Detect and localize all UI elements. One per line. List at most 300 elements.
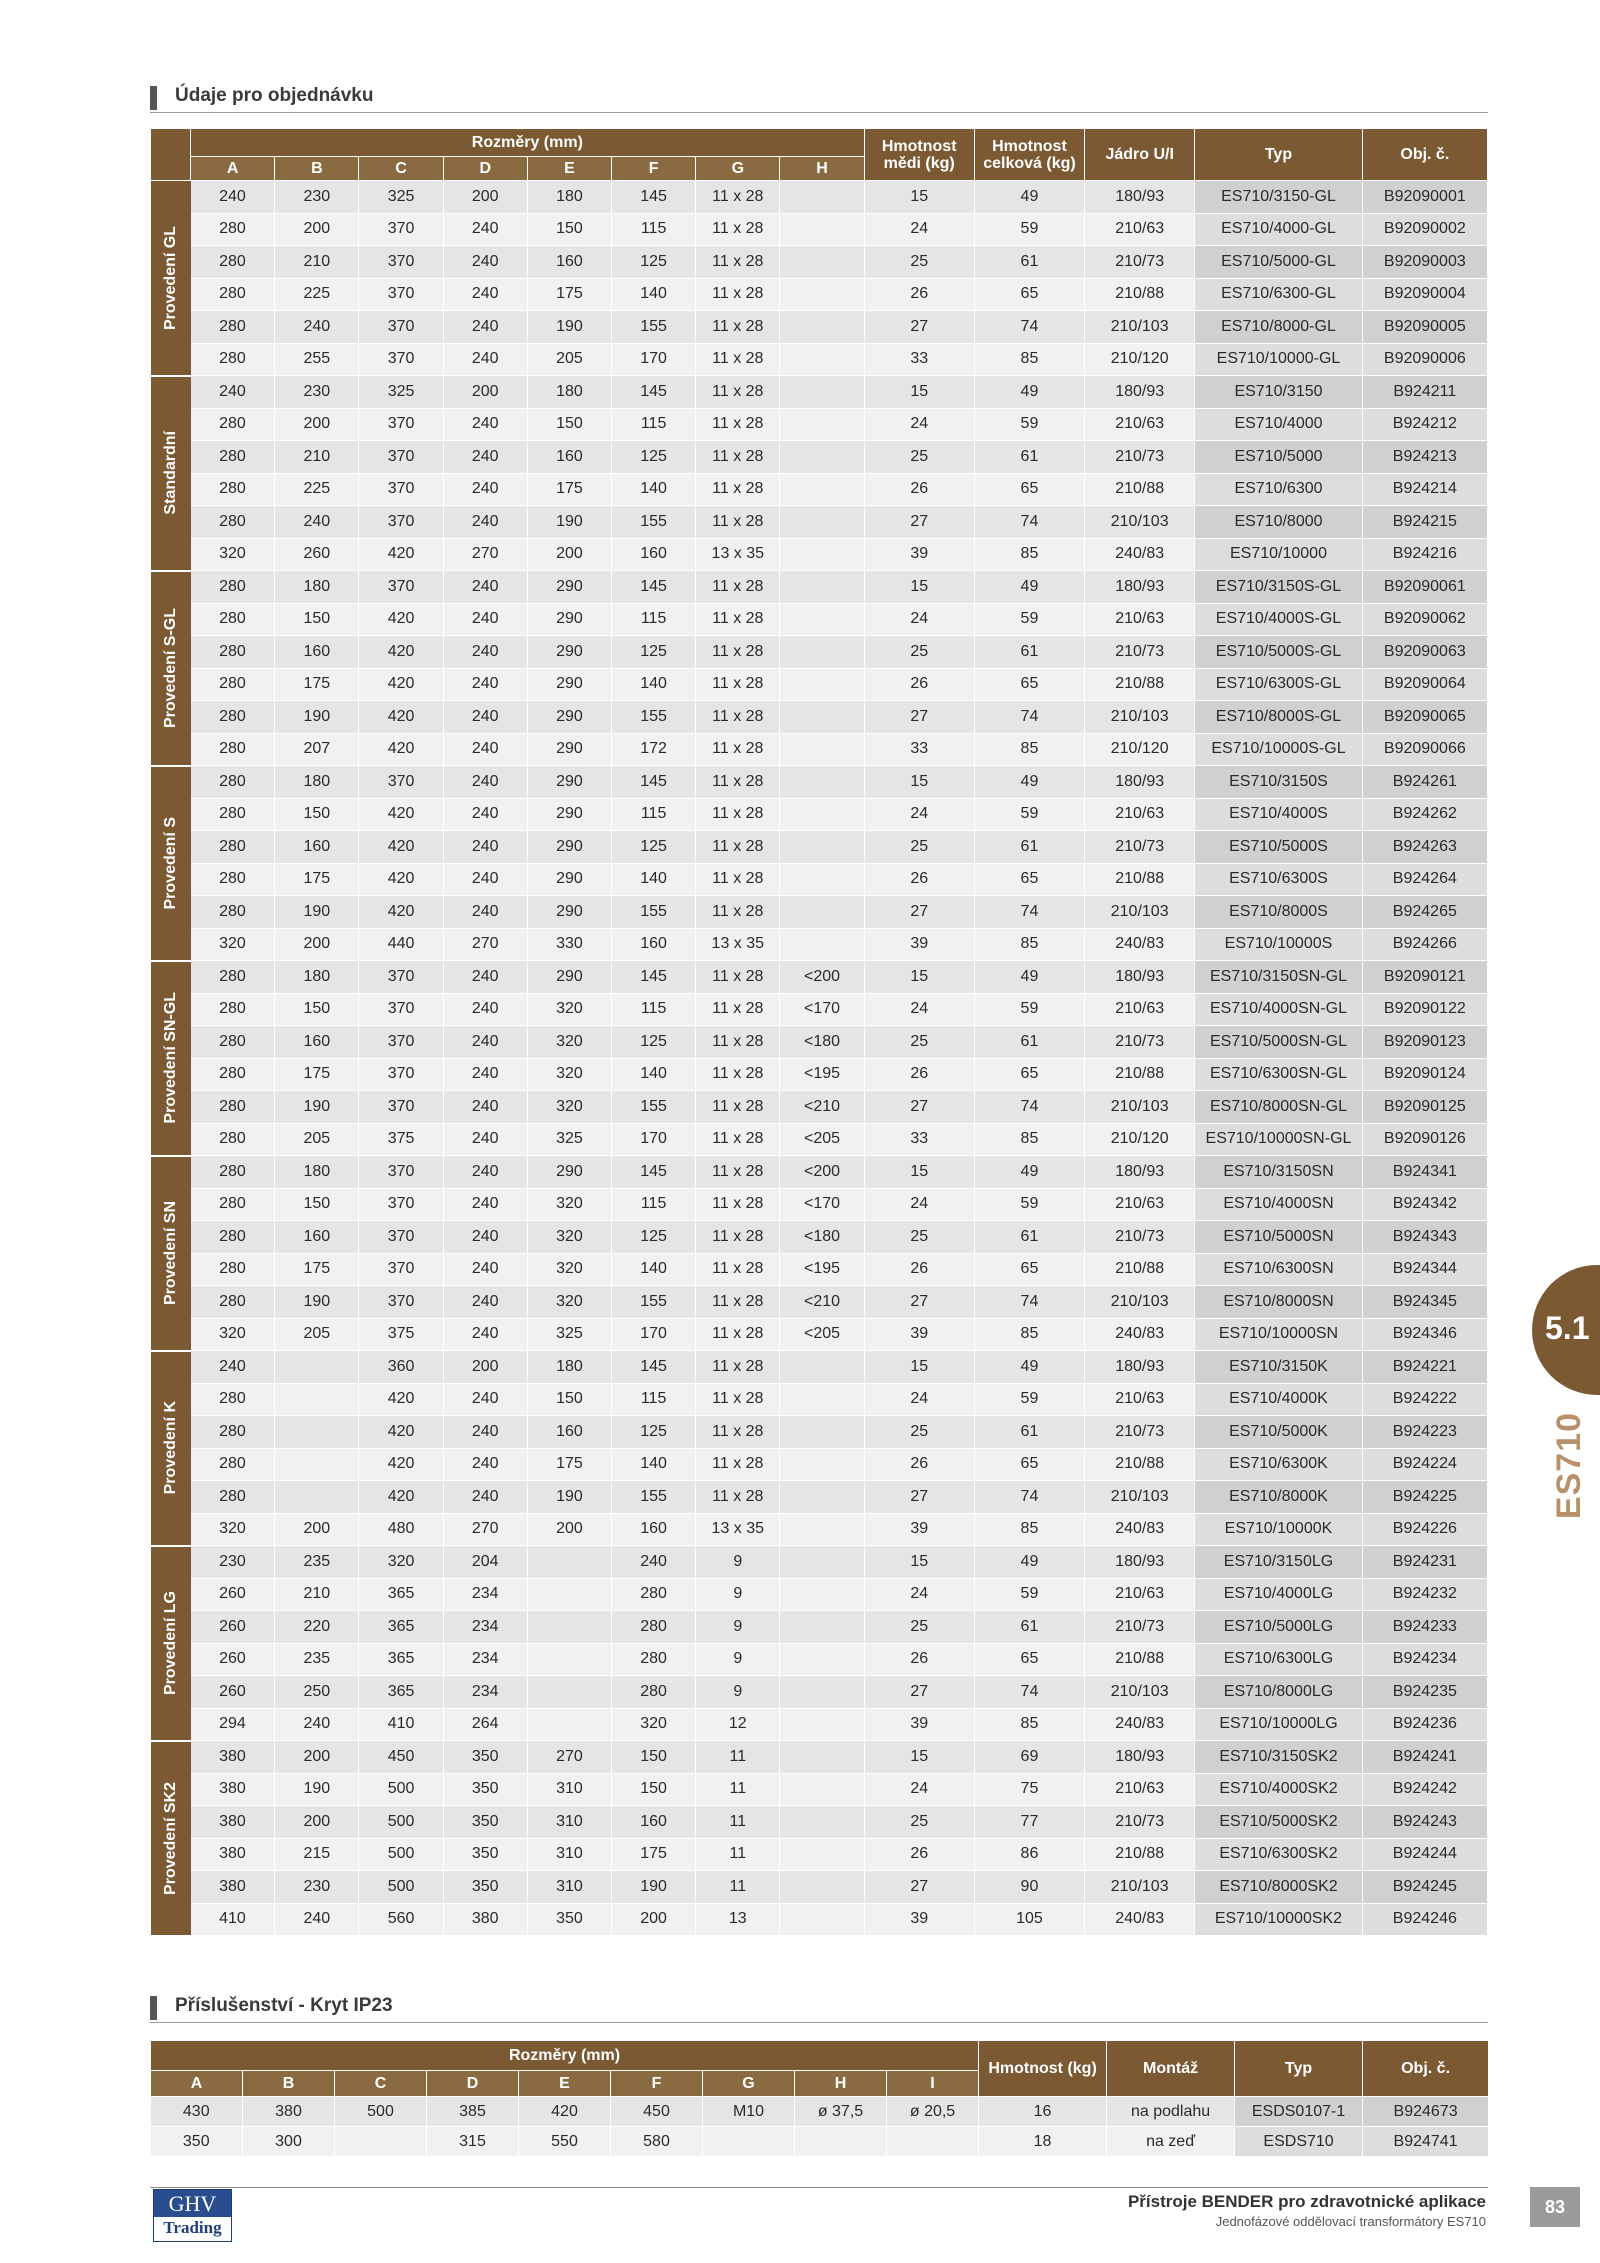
header-dimensions: Rozměry (mm) xyxy=(191,129,865,157)
table-cell: 230 xyxy=(275,376,359,409)
table-row xyxy=(151,1838,1488,1871)
table-cell: 240 xyxy=(443,1286,527,1319)
table-cell: B92090061 xyxy=(1362,571,1487,604)
table-cell: 85 xyxy=(974,343,1084,376)
acc-header-dim-g: G xyxy=(703,2071,795,2097)
table-cell: 180/93 xyxy=(1085,1351,1195,1384)
header-dim-a: A xyxy=(191,157,275,181)
table-cell: 160 xyxy=(612,1513,696,1546)
table-cell: 210/103 xyxy=(1085,896,1195,929)
table-row xyxy=(151,538,1488,571)
table-cell: 225 xyxy=(275,278,359,311)
table-cell: 25 xyxy=(864,246,974,279)
table-cell: 155 xyxy=(612,1091,696,1124)
table-cell: 190 xyxy=(275,1286,359,1319)
table-cell: 320 xyxy=(527,1091,611,1124)
table-cell: 33 xyxy=(864,1123,974,1156)
table-cell: 225 xyxy=(275,473,359,506)
table-cell: 280 xyxy=(191,798,275,831)
table-cell: 85 xyxy=(974,928,1084,961)
table-cell: 320 xyxy=(527,1026,611,1059)
table-cell: 370 xyxy=(359,311,443,344)
table-cell: 140 xyxy=(612,668,696,701)
table-cell: 65 xyxy=(974,668,1084,701)
table-cell: 140 xyxy=(612,278,696,311)
table-cell: 280 xyxy=(191,603,275,636)
table-cell: 210/120 xyxy=(1085,343,1195,376)
table-cell: 320 xyxy=(527,1058,611,1091)
table-cell: ES710/8000S xyxy=(1195,896,1362,929)
table-cell: 85 xyxy=(974,1513,1084,1546)
table-cell: 11 x 28 xyxy=(696,863,780,896)
table-cell: 11 x 28 xyxy=(696,473,780,506)
table-cell: 27 xyxy=(864,1676,974,1709)
footer-subtitle: Jednofázové oddělovací transformátory ES710 xyxy=(1215,2214,1486,2229)
header-corner xyxy=(151,129,191,181)
table-cell: 160 xyxy=(612,538,696,571)
table-cell: 140 xyxy=(612,1058,696,1091)
table-cell: 11 x 28 xyxy=(696,213,780,246)
header-dim-h: H xyxy=(780,157,864,181)
table-row xyxy=(151,1676,1488,1709)
table-cell: 61 xyxy=(974,246,1084,279)
table-cell: ES710/5000 xyxy=(1195,441,1362,474)
table-cell: 370 xyxy=(359,441,443,474)
table-cell: 250 xyxy=(275,1676,359,1709)
table-cell: 11 x 28 xyxy=(696,1481,780,1514)
section-title-accessories: Příslušenství - Kryt IP23 xyxy=(175,1995,393,2016)
table-cell: 370 xyxy=(359,506,443,539)
table-cell: B924342 xyxy=(1362,1188,1487,1221)
table-cell: B924241 xyxy=(1362,1741,1487,1774)
table-cell: B92090065 xyxy=(1362,701,1487,734)
acc-header-dim-c: C xyxy=(335,2071,427,2097)
table-row xyxy=(151,1026,1488,1059)
table-row xyxy=(151,1351,1488,1384)
table-cell: 210/73 xyxy=(1085,246,1195,279)
table-cell: 420 xyxy=(359,603,443,636)
table-cell xyxy=(780,1838,864,1871)
table-cell: 370 xyxy=(359,473,443,506)
table-row xyxy=(151,473,1488,506)
table-cell: 200 xyxy=(443,181,527,214)
table-cell: ES710/5000SN-GL xyxy=(1195,1026,1362,1059)
table-cell: 210/63 xyxy=(1085,1188,1195,1221)
header-total-weight: Hmotnost celková (kg) xyxy=(974,129,1084,181)
table-cell: 370 xyxy=(359,571,443,604)
table-cell: B92090066 xyxy=(1362,733,1487,766)
table-cell: 11 x 28 xyxy=(696,636,780,669)
acc-header-type: Typ xyxy=(1235,2041,1363,2097)
table-cell xyxy=(780,571,864,604)
table-cell: 85 xyxy=(974,1708,1084,1741)
table-cell: 210/103 xyxy=(1085,311,1195,344)
table-cell: ES710/5000SN xyxy=(1195,1221,1362,1254)
table-cell: B924345 xyxy=(1362,1286,1487,1319)
table-cell: 210/88 xyxy=(1085,668,1195,701)
table-cell: 65 xyxy=(974,863,1084,896)
table-row xyxy=(151,1318,1488,1351)
table-cell: 180/93 xyxy=(1085,571,1195,604)
table-cell: 210/73 xyxy=(1085,1416,1195,1449)
table-cell: 365 xyxy=(359,1578,443,1611)
table-cell xyxy=(780,1448,864,1481)
table-cell: 74 xyxy=(974,1286,1084,1319)
table-row xyxy=(151,2127,1489,2157)
table-cell: 125 xyxy=(612,831,696,864)
table-cell: 290 xyxy=(527,668,611,701)
header-core: Jádro U/I xyxy=(1085,129,1195,181)
table-cell: 26 xyxy=(864,278,974,311)
table-cell xyxy=(887,2127,979,2157)
table-cell: B924221 xyxy=(1362,1351,1487,1384)
table-cell: 420 xyxy=(359,798,443,831)
table-cell: 9 xyxy=(696,1578,780,1611)
table-cell: 140 xyxy=(612,863,696,896)
table-cell: ES710/8000-GL xyxy=(1195,311,1362,344)
table-cell: 90 xyxy=(974,1871,1084,1904)
table-cell xyxy=(780,213,864,246)
table-cell: 125 xyxy=(612,1026,696,1059)
table-cell: ES710/8000 xyxy=(1195,506,1362,539)
table-cell: 140 xyxy=(612,1253,696,1286)
header-dim-g: G xyxy=(696,157,780,181)
table-cell: 240 xyxy=(443,1091,527,1124)
table-cell: 280 xyxy=(191,473,275,506)
table-cell: 33 xyxy=(864,343,974,376)
table-cell: 350 xyxy=(443,1741,527,1774)
logo-top: GHV xyxy=(154,2190,231,2217)
table-cell: 280 xyxy=(191,701,275,734)
table-cell: 26 xyxy=(864,668,974,701)
table-cell: ø 37,5 xyxy=(795,2097,887,2127)
table-cell: 11 x 28 xyxy=(696,571,780,604)
table-row xyxy=(151,1871,1488,1904)
table-cell: 49 xyxy=(974,1546,1084,1579)
table-cell: 294 xyxy=(191,1708,275,1741)
table-cell: 240 xyxy=(275,1708,359,1741)
table-cell: 210/103 xyxy=(1085,1286,1195,1319)
group-label: Provedení SN xyxy=(161,1200,179,1306)
table-cell: 280 xyxy=(191,1448,275,1481)
table-cell: 125 xyxy=(612,1221,696,1254)
table-cell xyxy=(275,1448,359,1481)
table-cell: 61 xyxy=(974,636,1084,669)
table-cell: 370 xyxy=(359,408,443,441)
table-cell: 204 xyxy=(443,1546,527,1579)
table-cell: 11 x 28 xyxy=(696,1156,780,1189)
table-cell xyxy=(780,1806,864,1839)
table-cell: 26 xyxy=(864,1058,974,1091)
table-cell: 370 xyxy=(359,1221,443,1254)
acc-header-dim-i: I xyxy=(887,2071,979,2097)
table-cell: 140 xyxy=(612,1448,696,1481)
table-cell: 240 xyxy=(443,993,527,1026)
table-cell: 11 x 28 xyxy=(696,603,780,636)
table-cell: 260 xyxy=(191,1643,275,1676)
table-cell: 27 xyxy=(864,1481,974,1514)
table-cell: 420 xyxy=(359,636,443,669)
table-cell xyxy=(780,636,864,669)
table-cell xyxy=(335,2127,427,2157)
table-cell: 27 xyxy=(864,311,974,344)
table-cell: 210/88 xyxy=(1085,1838,1195,1871)
group-label: Standardní xyxy=(161,431,179,515)
table-cell: 310 xyxy=(527,1773,611,1806)
table-cell: 240 xyxy=(443,831,527,864)
table-cell: 145 xyxy=(612,181,696,214)
table-cell: 24 xyxy=(864,603,974,636)
table-cell xyxy=(780,798,864,831)
table-cell: B924214 xyxy=(1362,473,1487,506)
table-cell: 9 xyxy=(696,1611,780,1644)
acc-header-dim-a: A xyxy=(151,2071,243,2097)
table-cell: 150 xyxy=(275,603,359,636)
table-cell: ES710/6300SK2 xyxy=(1195,1838,1362,1871)
table-cell: 180/93 xyxy=(1085,1741,1195,1774)
table-cell: 49 xyxy=(974,1156,1084,1189)
table-cell: <205 xyxy=(780,1123,864,1156)
table-cell: 370 xyxy=(359,961,443,994)
table-cell: <180 xyxy=(780,1221,864,1254)
table-cell: 280 xyxy=(191,1123,275,1156)
table-cell: 180 xyxy=(275,961,359,994)
table-cell: 240 xyxy=(443,1026,527,1059)
table-cell xyxy=(780,1513,864,1546)
table-cell: 65 xyxy=(974,473,1084,506)
table-cell: 155 xyxy=(612,506,696,539)
table-cell: 11 xyxy=(696,1773,780,1806)
table-cell: 11 x 28 xyxy=(696,343,780,376)
group-label-cell xyxy=(151,1741,191,1936)
table-cell: na podlahu xyxy=(1107,2097,1235,2127)
section-title-order: Údaje pro objednávku xyxy=(175,85,374,106)
table-cell xyxy=(527,1578,611,1611)
table-cell: 75 xyxy=(974,1773,1084,1806)
table-cell: <195 xyxy=(780,1058,864,1091)
table-cell: ES710/8000SN-GL xyxy=(1195,1091,1362,1124)
table-cell: 315 xyxy=(427,2127,519,2157)
table-cell: 205 xyxy=(527,343,611,376)
table-cell: 27 xyxy=(864,1091,974,1124)
table-cell: ES710/3150SN-GL xyxy=(1195,961,1362,994)
table-cell: 200 xyxy=(527,1513,611,1546)
table-cell: 350 xyxy=(151,2127,243,2157)
table-cell: 180 xyxy=(275,766,359,799)
table-cell: 350 xyxy=(443,1773,527,1806)
table-cell xyxy=(780,1611,864,1644)
table-cell: 210/63 xyxy=(1085,408,1195,441)
table-row xyxy=(151,733,1488,766)
table-cell: 365 xyxy=(359,1611,443,1644)
table-cell: 24 xyxy=(864,798,974,831)
table-cell xyxy=(275,1416,359,1449)
table-cell: 280 xyxy=(191,278,275,311)
table-cell: B924346 xyxy=(1362,1318,1487,1351)
table-cell: B924266 xyxy=(1362,928,1487,961)
table-cell: 240 xyxy=(443,701,527,734)
table-cell: 180/93 xyxy=(1085,766,1195,799)
table-cell: 210/63 xyxy=(1085,993,1195,1026)
table-row xyxy=(151,1253,1488,1286)
table-cell: 15 xyxy=(864,1156,974,1189)
table-cell: 9 xyxy=(696,1676,780,1709)
table-cell: B924344 xyxy=(1362,1253,1487,1286)
table-cell: 290 xyxy=(527,1156,611,1189)
table-cell: 25 xyxy=(864,1611,974,1644)
table-cell: 24 xyxy=(864,408,974,441)
table-cell: 39 xyxy=(864,1513,974,1546)
table-cell xyxy=(780,1676,864,1709)
table-cell: 24 xyxy=(864,993,974,1026)
table-cell: <200 xyxy=(780,1156,864,1189)
table-cell: 560 xyxy=(359,1903,443,1936)
table-cell: <210 xyxy=(780,1286,864,1319)
table-cell xyxy=(527,1708,611,1741)
table-cell: ES710/6300SN-GL xyxy=(1195,1058,1362,1091)
table-cell: 24 xyxy=(864,213,974,246)
table-cell xyxy=(780,1708,864,1741)
table-cell: 74 xyxy=(974,311,1084,344)
table-cell: 210 xyxy=(275,246,359,279)
table-cell: 155 xyxy=(612,1481,696,1514)
table-cell: 220 xyxy=(275,1611,359,1644)
table-cell: 26 xyxy=(864,1448,974,1481)
table-cell: 25 xyxy=(864,831,974,864)
table-cell: 210/88 xyxy=(1085,1448,1195,1481)
table-cell: 320 xyxy=(359,1546,443,1579)
table-cell: 330 xyxy=(527,928,611,961)
table-cell: <170 xyxy=(780,1188,864,1221)
table-cell: 61 xyxy=(974,1611,1084,1644)
table-cell: 290 xyxy=(527,733,611,766)
table-cell: 180/93 xyxy=(1085,376,1195,409)
table-cell: 380 xyxy=(191,1773,275,1806)
table-cell: 170 xyxy=(612,1318,696,1351)
table-cell: 74 xyxy=(974,1676,1084,1709)
table-cell: 210/103 xyxy=(1085,1676,1195,1709)
table-cell: 240 xyxy=(443,1318,527,1351)
table-row xyxy=(151,636,1488,669)
table-cell: 234 xyxy=(443,1643,527,1676)
table-cell xyxy=(780,1903,864,1936)
table-cell: 160 xyxy=(612,1806,696,1839)
table-cell: 200 xyxy=(275,1513,359,1546)
table-cell: 380 xyxy=(191,1871,275,1904)
table-cell: 320 xyxy=(191,1513,275,1546)
table-cell: 290 xyxy=(527,831,611,864)
table-cell: 420 xyxy=(359,668,443,701)
table-cell: 240/83 xyxy=(1085,928,1195,961)
table-cell: B924234 xyxy=(1362,1643,1487,1676)
table-cell: 180/93 xyxy=(1085,181,1195,214)
table-cell: 420 xyxy=(359,733,443,766)
table-cell: 49 xyxy=(974,766,1084,799)
acc-header-mounting: Montáž xyxy=(1107,2041,1235,2097)
table-cell: 280 xyxy=(191,766,275,799)
table-cell: 240 xyxy=(443,1481,527,1514)
table-cell: B92090003 xyxy=(1362,246,1487,279)
table-cell: 240/83 xyxy=(1085,1708,1195,1741)
table-cell: 115 xyxy=(612,1383,696,1416)
table-cell: ES710/4000 xyxy=(1195,408,1362,441)
table-cell: 240/83 xyxy=(1085,1903,1195,1936)
table-cell: 230 xyxy=(191,1546,275,1579)
table-cell: 350 xyxy=(443,1838,527,1871)
table-cell: ES710/5000LG xyxy=(1195,1611,1362,1644)
table-cell: 210/88 xyxy=(1085,863,1195,896)
table-cell: 420 xyxy=(359,538,443,571)
table-cell: 145 xyxy=(612,961,696,994)
table-cell: 175 xyxy=(275,863,359,896)
table-cell: 11 x 28 xyxy=(696,701,780,734)
table-cell: 85 xyxy=(974,733,1084,766)
table-cell: 240 xyxy=(443,1123,527,1156)
group-label: Provedení S xyxy=(161,816,179,910)
table-cell xyxy=(780,1773,864,1806)
table-cell: 49 xyxy=(974,571,1084,604)
table-cell: 15 xyxy=(864,376,974,409)
table-cell xyxy=(275,1351,359,1384)
table-cell: 155 xyxy=(612,701,696,734)
table-cell: 280 xyxy=(191,246,275,279)
section-marker xyxy=(150,86,157,110)
page-number: 83 xyxy=(1530,2187,1580,2227)
table-cell: ES710/5000-GL xyxy=(1195,246,1362,279)
table-cell: 25 xyxy=(864,441,974,474)
table-cell: 325 xyxy=(527,1123,611,1156)
table-row xyxy=(151,1546,1488,1579)
table-cell: ES710/3150 xyxy=(1195,376,1362,409)
table-cell: 69 xyxy=(974,1741,1084,1774)
table-cell: ES710/10000 xyxy=(1195,538,1362,571)
table-cell: 77 xyxy=(974,1806,1084,1839)
table-cell: 150 xyxy=(275,1188,359,1221)
table-cell: B924261 xyxy=(1362,766,1487,799)
table-cell: 16 xyxy=(979,2097,1107,2127)
table-cell: 105 xyxy=(974,1903,1084,1936)
table-cell: 9 xyxy=(696,1643,780,1676)
table-cell xyxy=(780,733,864,766)
table-row xyxy=(151,311,1488,344)
table-cell: 240 xyxy=(443,798,527,831)
table-cell: 27 xyxy=(864,701,974,734)
table-cell: 24 xyxy=(864,1383,974,1416)
section-header-order xyxy=(150,84,1488,113)
header-dim-f: F xyxy=(612,157,696,181)
table-cell: 320 xyxy=(527,1253,611,1286)
table-cell: 210/73 xyxy=(1085,636,1195,669)
table-cell: B924741 xyxy=(1363,2127,1489,2157)
table-cell: ES710/3150K xyxy=(1195,1351,1362,1384)
table-cell: ES710/4000SN-GL xyxy=(1195,993,1362,1026)
table-cell: 280 xyxy=(191,863,275,896)
table-cell xyxy=(780,1383,864,1416)
acc-header-dim-f: F xyxy=(611,2071,703,2097)
table-cell: 115 xyxy=(612,603,696,636)
table-cell: 39 xyxy=(864,1903,974,1936)
table-cell: 140 xyxy=(612,473,696,506)
table-cell: 240 xyxy=(443,668,527,701)
table-cell: 59 xyxy=(974,993,1084,1026)
table-cell: ES710/6300K xyxy=(1195,1448,1362,1481)
table-cell xyxy=(795,2127,887,2157)
table-cell: 290 xyxy=(527,798,611,831)
table-cell: B924215 xyxy=(1362,506,1487,539)
table-cell: 280 xyxy=(191,311,275,344)
table-cell: 280 xyxy=(191,1026,275,1059)
table-cell: 210/103 xyxy=(1085,1871,1195,1904)
